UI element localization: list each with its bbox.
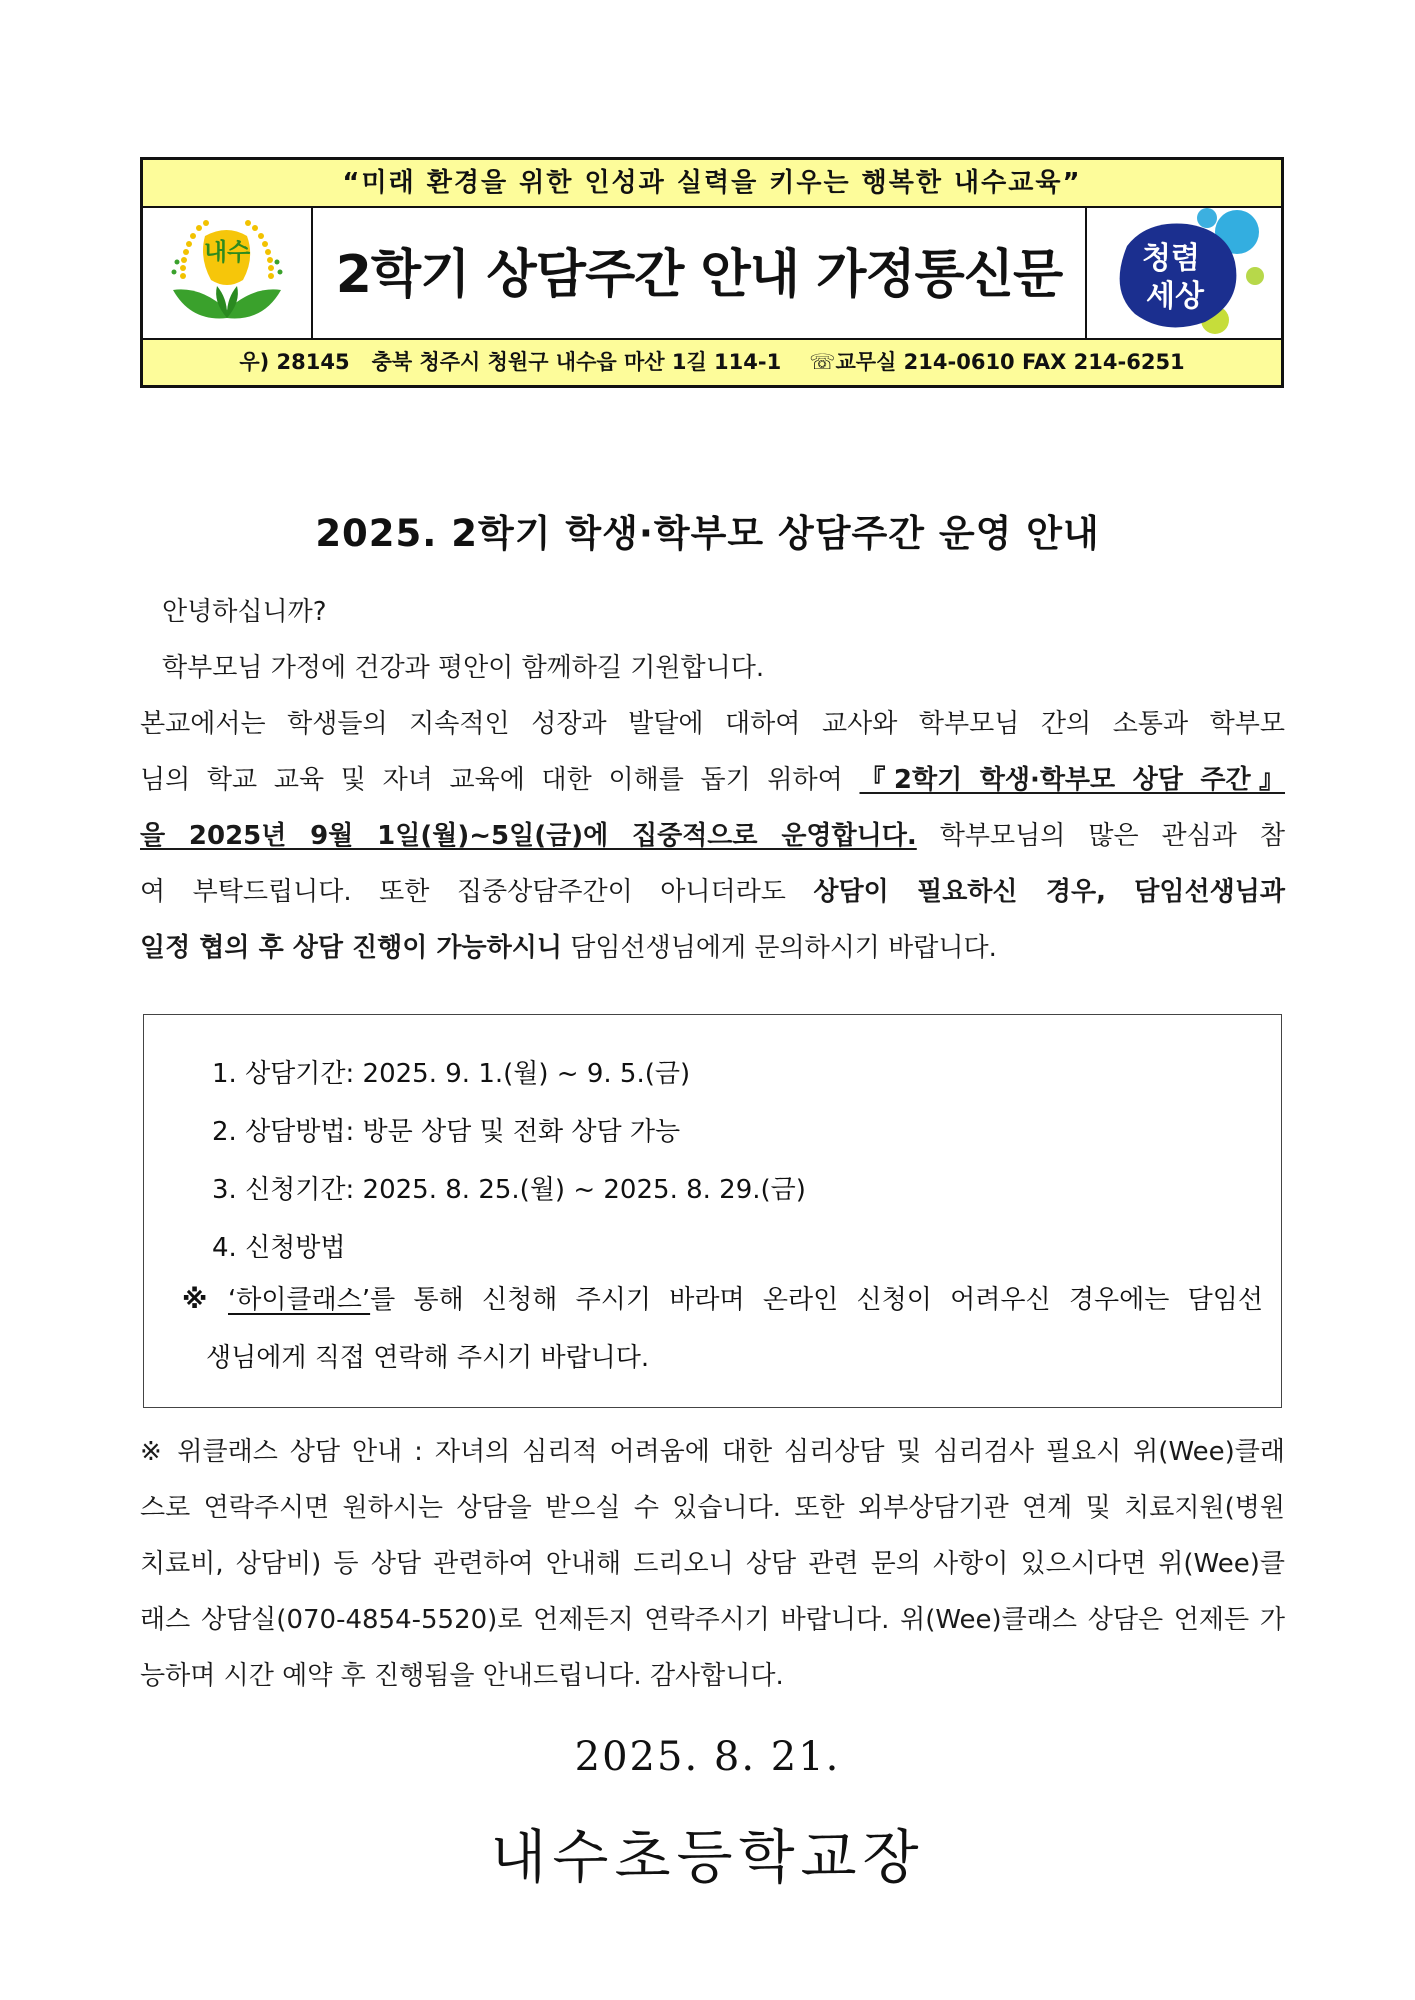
intro-emphasis: 일정 협의 후 상담 진행이 가능하시니	[140, 933, 562, 963]
postal-code: 우) 28145	[239, 350, 350, 374]
greeting-line-1: 안녕하십니까?	[162, 597, 327, 627]
greeting	[140, 584, 1285, 696]
info-note	[182, 1271, 1263, 1387]
intro-line	[140, 808, 1285, 864]
wee-line: ※ 위클래스 상담 안내 : 자녀의 심리적 어려움에 대한 심리상담 및 심리검사 필요시 위(Wee)클래	[140, 1437, 1285, 1467]
intro-text: 담임선생님에게 문의하시기 바랍니다.	[570, 933, 997, 963]
page-title: 2025. 2학기 학생·학부모 상담주간 운영 안내	[315, 512, 1100, 555]
intro-line	[140, 752, 1285, 808]
info-note-line	[182, 1271, 1263, 1329]
intro-line: 본교에서는 학생들의 지속적인 성장과 발달에 대하여 교사와 학부모님 간의 소통과 학부모	[140, 709, 1285, 739]
note-mark: ※	[182, 1285, 208, 1315]
wee-class-paragraph	[140, 1424, 1285, 1704]
info-application-method: 4. 신청방법	[212, 1233, 346, 1263]
contact-phone: ☏교무실 214-0610 FAX 214-6251	[809, 350, 1185, 374]
logo-text: 내수	[203, 238, 251, 266]
integrity-seal	[1085, 206, 1281, 344]
info-note-line: 생님에게 직접 연락해 주시기 바랍니다.	[206, 1343, 650, 1373]
intro-line	[140, 864, 1285, 920]
intro-text: 학부모님의 많은 관심과 참	[939, 821, 1285, 851]
info-method: 2. 상담방법: 방문 상담 및 전화 상담 가능	[212, 1117, 681, 1147]
info-period: 1. 상담기간: 2025. 9. 1.(월) ~ 9. 5.(금)	[212, 1059, 691, 1089]
intro-paragraph	[140, 696, 1285, 976]
seal-text-top: 청렴	[1142, 241, 1200, 276]
info-application-period: 3. 신청기간: 2025. 8. 25.(월) ~ 2025. 8. 29.(금)	[212, 1175, 806, 1205]
hiclass-name: ‘하이클래스’	[228, 1285, 371, 1315]
street-address: 충북 청주시 청원구 내수읍 마산 1길 114-1	[371, 350, 782, 374]
wee-line: 치료비, 상담비) 등 상담 관련하여 안내해 드리오니 상담 관련 문의 사항이 있으시다면 위(Wee)클	[140, 1549, 1285, 1579]
intro-text: 님의 학교 교육 및 자녀 교육에 대한 이해를 돕기 위하여	[140, 765, 843, 795]
wee-line: 스로 연락주시면 원하시는 상담을 받으실 수 있습니다. 또한 외부상담기관 연계 및 치료지원(병원	[140, 1493, 1285, 1523]
seal-text-bottom: 세상	[1146, 279, 1204, 314]
intro-emphasis: 상담이 필요하신 경우, 담임선생님과	[813, 877, 1285, 907]
school-emblem-icon	[143, 206, 311, 344]
letterhead	[140, 157, 1284, 388]
consult-week-name: 『2학기 학생·학부모 상담 주간』	[859, 765, 1286, 795]
note-text: 를 통해 신청해 주시기 바라며 온라인 신청이 어려우신 경우에는 담임선	[370, 1285, 1263, 1315]
greeting-line-2: 학부모님 가정에 건강과 평안이 함께하길 기원합니다.	[162, 653, 765, 683]
school-logo	[143, 206, 313, 344]
consult-week-dates: 을 2025년 9월 1일(월)~5일(금)에 집중적으로 운영합니다.	[140, 821, 917, 851]
issue-date: 2025. 8. 21.	[574, 1734, 841, 1780]
wee-line: 래스 상담실(070-4854-5520)로 언제든지 연락주시기 바랍니다. 위(Wee)클래스 상담은 언제든 가	[140, 1605, 1285, 1635]
intro-text: 여 부탁드립니다. 또한 집중상담주간이 아니더라도	[140, 877, 786, 907]
school-slogan: “미래 환경을 위한 인성과 실력을 키우는 행복한 내수교육”	[143, 160, 1281, 208]
consultation-info-box	[143, 1014, 1282, 1408]
wee-line: 능하며 시간 예약 후 진행됨을 안내드립니다. 감사합니다.	[140, 1661, 784, 1691]
letterhead-middle	[143, 206, 1281, 344]
document-title: 2학기 상담주간 안내 가정통신문	[335, 245, 1063, 305]
integrity-seal-icon	[1087, 206, 1281, 344]
school-address	[143, 338, 1281, 385]
intro-line	[140, 920, 1285, 976]
principal-signature: 내수초등학교장	[490, 1823, 925, 1891]
